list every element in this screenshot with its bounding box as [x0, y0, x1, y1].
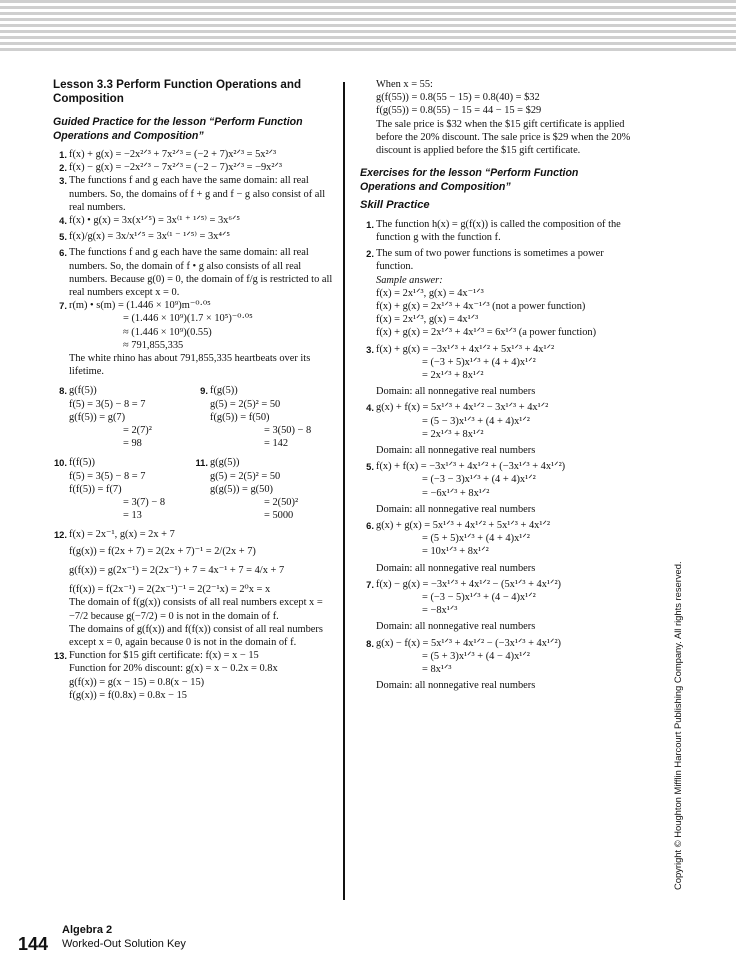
- math-line: [53, 384, 194, 397]
- item-number: 10.: [53, 457, 67, 469]
- math-line: f(x) + g(x) = −2x²ᐟ³ + 7x²ᐟ³ = (−2 + 7)x²ᐟ³ = 5x²ᐟ³: [69, 149, 277, 160]
- line-text: f(x) + f(x) = −3x¹ᐟ³ + 4x¹ᐟ² + (−3x¹ᐟ³ + 4x¹ᐟ²): [376, 461, 566, 473]
- line-text: g(x) + f(x) = 5x¹ᐟ³ + 4x¹ᐟ² − 3x¹ᐟ³ + 4x¹ᐟ²: [376, 402, 549, 414]
- item-number: 2.: [366, 248, 374, 260]
- line-text: = (−3 + 5)x¹ᐟ³ + (4 + 4)x¹ᐟ²: [422, 356, 536, 368]
- guided-item-11: [194, 456, 335, 522]
- text-line: [360, 287, 632, 300]
- math-line: ≈ (1.446 × 10⁹)(0.55): [123, 326, 212, 338]
- math-line: [360, 663, 632, 676]
- line-text: = −8x¹ᐟ³: [422, 605, 458, 617]
- guided-pair-8-9: [53, 384, 335, 450]
- text-line: [360, 503, 632, 516]
- item-number: 1.: [59, 149, 67, 160]
- item-number: 3.: [59, 175, 67, 187]
- guided-item-3: [53, 174, 335, 214]
- math-line: [360, 604, 632, 617]
- math-line: [360, 545, 632, 558]
- math-line: f(x) • g(x) = 3x(x¹ᐟ⁵) = 3x⁽¹ ⁺ ¹ᐟ⁵⁾ = 3x⁶ᐟ⁵: [69, 215, 240, 227]
- math-line: = 2(50)²: [264, 497, 299, 509]
- item-number: 7.: [366, 578, 374, 590]
- line-text: g(x) + g(x) = 5x¹ᐟ³ + 4x¹ᐟ² + 5x¹ᐟ³ + 4x¹ᐟ²: [376, 519, 550, 531]
- guided-item-9: [194, 384, 335, 450]
- text-line: [360, 274, 632, 287]
- guided-pair-10-11: [53, 456, 335, 522]
- line-text: f(x) = 2x¹ᐟ³, g(x) = 4x¹ᐟ³: [376, 314, 479, 326]
- guided-item-10: [53, 456, 194, 522]
- exercise-item: [360, 343, 632, 399]
- guided-item-5: [53, 227, 335, 246]
- line-text: Sample answer:: [376, 274, 443, 286]
- line-text: = 2x¹ᐟ³ + 8x¹ᐟ²: [422, 369, 484, 381]
- math-line: f(x) = 2x⁻¹, g(x) = 2x + 7: [69, 529, 175, 541]
- text-line: [360, 343, 632, 356]
- math-line: = 2(7)²: [123, 425, 152, 437]
- item-number: 4.: [366, 402, 374, 414]
- line-text: = (−3 − 5)x¹ᐟ³ + (4 − 4)x¹ᐟ²: [422, 592, 536, 603]
- line-text: Domain: all nonnegative real numbers: [376, 503, 536, 515]
- item-number: 11.: [195, 457, 208, 469]
- text-line: The functions f and g each have the same domain: all real numbers. So, the domains of f + g and f − g also consist of all real numbers.: [69, 175, 326, 213]
- line-text: = (5 + 5)x¹ᐟ³ + (4 + 4)x¹ᐟ²: [422, 533, 530, 545]
- math-line: g(5) = 2(5)² = 50: [210, 470, 281, 482]
- exercise-item: [360, 519, 632, 575]
- spacer: [360, 157, 632, 167]
- text-line: [360, 300, 632, 313]
- item-number: 2.: [59, 162, 67, 174]
- math-line: g(f(55)) = 0.8(55 − 15) = 0.8(40) = $32: [376, 92, 540, 104]
- line-text: = 2x¹ᐟ³ + 8x¹ᐟ²: [422, 428, 484, 440]
- exercise-item: [360, 578, 632, 634]
- exercises-heading: Exercises for the lesson “Perform Function Operations and Composition”: [360, 167, 579, 193]
- text-line: [360, 637, 632, 650]
- text-line: [360, 460, 632, 473]
- line-text: Domain: all nonnegative real numbers: [376, 621, 536, 633]
- line-text: Domain: all nonnegative real numbers: [376, 680, 536, 692]
- line-text: Domain: all nonnegative real numbers: [376, 386, 536, 398]
- skill-practice-heading: Skill Practice: [360, 199, 430, 212]
- math-line: [360, 428, 632, 441]
- text-line: [360, 385, 632, 398]
- item-number: 4.: [59, 215, 67, 227]
- text-line: The domain of f(g(x)) consists of all real numbers except x = −7/2 because g(−7/2) = 0 is not in the domain of f.: [69, 597, 323, 622]
- math-line: [360, 356, 632, 369]
- math-line: f(g(55)) = 0.8(55) − 15 = 44 − 15 = $29: [376, 105, 542, 117]
- item-number: 12.: [53, 529, 67, 541]
- text-line: The sale price is $32 when the $15 gift certificate is applied before the 20% discount. The sale price is $29 when the 20% discount is applied before the $15 gift certificate.: [376, 118, 631, 157]
- math-line: = 13: [123, 510, 142, 522]
- item-number: 6.: [366, 519, 374, 531]
- math-line: f(f(x)) = f(2x⁻¹) = 2(2x⁻¹)⁻¹ = 2(2⁻¹x) = 2⁰x = x: [69, 584, 271, 596]
- text-line: When x = 55:: [376, 79, 433, 90]
- math-line: f(f(5)) = f(7): [69, 483, 122, 495]
- page-number: 144: [18, 934, 49, 954]
- math-line: [360, 473, 632, 486]
- line-text: f(x) + g(x) = −3x¹ᐟ³ + 4x¹ᐟ² + 5x¹ᐟ³ + 4x¹ᐟ²: [376, 343, 555, 355]
- item-number: 1.: [366, 218, 374, 230]
- line-text: = −6x¹ᐟ³ + 8x¹ᐟ²: [422, 487, 490, 499]
- text-line: The domains of g(f(x)) and f(f(x)) consist of all real numbers except x = 0, again because 0 is not in the domain of f.: [69, 623, 323, 648]
- math-text: f(f(5)): [69, 457, 95, 469]
- item-number: 8.: [366, 637, 374, 649]
- line-text: = (−3 − 3)x¹ᐟ³ + (4 + 4)x¹ᐟ²: [422, 474, 536, 486]
- text-line: [360, 313, 632, 326]
- left-column: [53, 78, 335, 702]
- math-text: g(f(5)): [69, 385, 97, 397]
- text-line: [360, 326, 632, 339]
- text-line: [360, 679, 632, 692]
- math-line: g(f(x)) = g(2x⁻¹) = 2(2x⁻¹) + 7 = 4x⁻¹ + 7 = 4/x + 7: [69, 564, 285, 576]
- guided-item-6: [53, 246, 335, 299]
- math-text: g(g(5)): [210, 457, 240, 469]
- line-text: = (5 − 3)x¹ᐟ³ + (4 + 4)x¹ᐟ²: [422, 415, 530, 427]
- math-line: = 98: [123, 438, 142, 450]
- item-number: 13.: [53, 650, 67, 662]
- math-line: f(5) = 3(5) − 8 = 7: [69, 398, 146, 410]
- guided-item-1: [53, 148, 335, 161]
- book-subtitle: Worked-Out Solution Key: [62, 938, 186, 950]
- guided-item-8: [53, 384, 194, 450]
- item-number: 8.: [59, 385, 67, 397]
- math-line: [360, 369, 632, 382]
- item-number: 6.: [59, 247, 67, 259]
- exercise-item: [360, 637, 632, 693]
- item-number: 5.: [366, 461, 374, 473]
- math-line: = 142: [264, 438, 289, 450]
- guided-item-2: [53, 161, 335, 174]
- guided-item-4: [53, 214, 335, 227]
- copyright-notice: Copyright © Houghton Mifflin Harcourt Publishing Company. All rights reserved.: [672, 561, 683, 890]
- column-divider: [343, 82, 345, 900]
- guided-item-12: [53, 528, 335, 541]
- exercise-item: [360, 247, 632, 339]
- line-text: The sum of two power functions is sometimes a power function.: [376, 248, 604, 273]
- math-line: f(x)/g(x) = 3x/x¹ᐟ⁵ = 3x⁽¹ ⁻ ¹ᐟ⁵⁾ = 3x⁴ᐟ⁵: [69, 231, 231, 243]
- item-number: 9.: [200, 385, 208, 397]
- text-line: [360, 401, 632, 414]
- math-line: ≈ 791,855,335: [123, 339, 184, 351]
- text-line: [360, 218, 632, 244]
- text-line: [360, 519, 632, 532]
- math-line: [360, 591, 632, 604]
- line-text: g(x) − f(x) = 5x¹ᐟ³ + 4x¹ᐟ² − (−3x¹ᐟ³ + 4x¹ᐟ²): [376, 637, 562, 649]
- guided-item-13: [53, 649, 335, 662]
- line-text: Domain: all nonnegative real numbers: [376, 444, 536, 456]
- text-line: Function for $15 gift certificate: f(x) = x − 15: [69, 650, 259, 662]
- guided-item-7: [53, 299, 335, 312]
- math-line: = 3(7) − 8: [123, 497, 166, 509]
- lesson-title: Lesson 3.3 Perform Function Operations and Composition: [53, 78, 302, 105]
- math-text: f(g(5)): [210, 385, 238, 397]
- text-line: [360, 444, 632, 457]
- math-line: g(g(5)) = g(50): [210, 483, 273, 495]
- line-text: f(x) + g(x) = 2x¹ᐟ³ + 4x¹ᐟ³ = 6x¹ᐟ³ (a power function): [376, 327, 597, 339]
- text-content: The white rhino has about 791,855,335 heartbeats over its lifetime.: [69, 353, 311, 378]
- math-line: f(g(x)) = f(2x + 7) = 2(2x + 7)⁻¹ = 2/(2x + 7): [69, 545, 256, 557]
- text-line: [360, 247, 632, 273]
- exercise-list: [360, 218, 632, 693]
- line-text: Domain: all nonnegative real numbers: [376, 562, 536, 574]
- math-line: [360, 487, 632, 500]
- line-text: f(x) = 2x¹ᐟ³, g(x) = 4x⁻¹ᐟ³: [376, 287, 484, 299]
- line-text: = (5 + 3)x¹ᐟ³ + (4 − 4)x¹ᐟ²: [422, 650, 530, 662]
- line-text: f(x) − g(x) = −3x¹ᐟ³ + 4x¹ᐟ² − (5x¹ᐟ³ + 4x¹ᐟ²): [376, 578, 562, 590]
- line-text: f(x) + g(x) = 2x¹ᐟ³ + 4x⁻¹ᐟ³ (not a power function): [376, 300, 586, 312]
- math-line: [194, 384, 335, 397]
- line-text: The function h(x) = g(f(x)) is called the composition of the function g with the function f.: [376, 218, 621, 243]
- math-line: [53, 456, 194, 469]
- math-line: = 3(50) − 8: [264, 425, 312, 437]
- right-column: [360, 78, 632, 692]
- math-line: [360, 532, 632, 545]
- text-line: [53, 352, 335, 378]
- exercise-item: [360, 218, 632, 244]
- item-number: 5.: [59, 231, 67, 243]
- exercise-item: [360, 460, 632, 516]
- math-line: r(m) • s(m) = (1.446 × 10⁹)m⁻⁰·⁰⁵: [69, 300, 211, 312]
- math-line: g(f(x)) = g(x − 15) = 0.8(x − 15): [69, 676, 205, 688]
- item-number: 3.: [366, 343, 374, 355]
- math-line: = 5000: [264, 510, 294, 522]
- math-line: = (1.446 × 10⁹)(1.7 × 10⁵)⁻⁰·⁰⁵: [123, 313, 253, 325]
- item-number: 7.: [59, 300, 67, 312]
- math-line: f(x) − g(x) = −2x²ᐟ³ − 7x²ᐟ³ = (−2 − 7)x²ᐟ³ = −9x²ᐟ³: [69, 162, 282, 174]
- math-line: [360, 415, 632, 428]
- text-line: Function for 20% discount: g(x) = x − 0.2x = 0.8x: [69, 663, 278, 675]
- math-line: g(f(5)) = g(7): [69, 411, 126, 423]
- exercise-item: [360, 401, 632, 457]
- math-line: [360, 650, 632, 663]
- header-stripes: [0, 0, 736, 54]
- text-line: [360, 578, 632, 591]
- book-title: Algebra 2: [62, 924, 113, 936]
- text-line: The functions f and g each have the same domain: all real numbers. So, the domain of f • g also consists of all real numbers. Because g(0) = 0, the domain of f/g is restricted to all real numbers except x = 0.: [69, 247, 333, 299]
- guided-practice-heading: Guided Practice for the lesson “Perform Function Operations and Composition”: [53, 116, 303, 142]
- text-line: [360, 620, 632, 633]
- text-line: [360, 562, 632, 575]
- math-line: [194, 456, 335, 469]
- line-text: = 8x¹ᐟ³: [422, 664, 452, 676]
- math-line: f(5) = 3(5) − 8 = 7: [69, 470, 146, 482]
- line-text: = 10x¹ᐟ³ + 8x¹ᐟ²: [422, 546, 489, 558]
- math-line: f(g(x)) = f(0.8x) = 0.8x − 15: [69, 689, 187, 701]
- math-line: g(5) = 2(5)² = 50: [210, 398, 281, 410]
- math-line: f(g(5)) = f(50): [210, 411, 270, 423]
